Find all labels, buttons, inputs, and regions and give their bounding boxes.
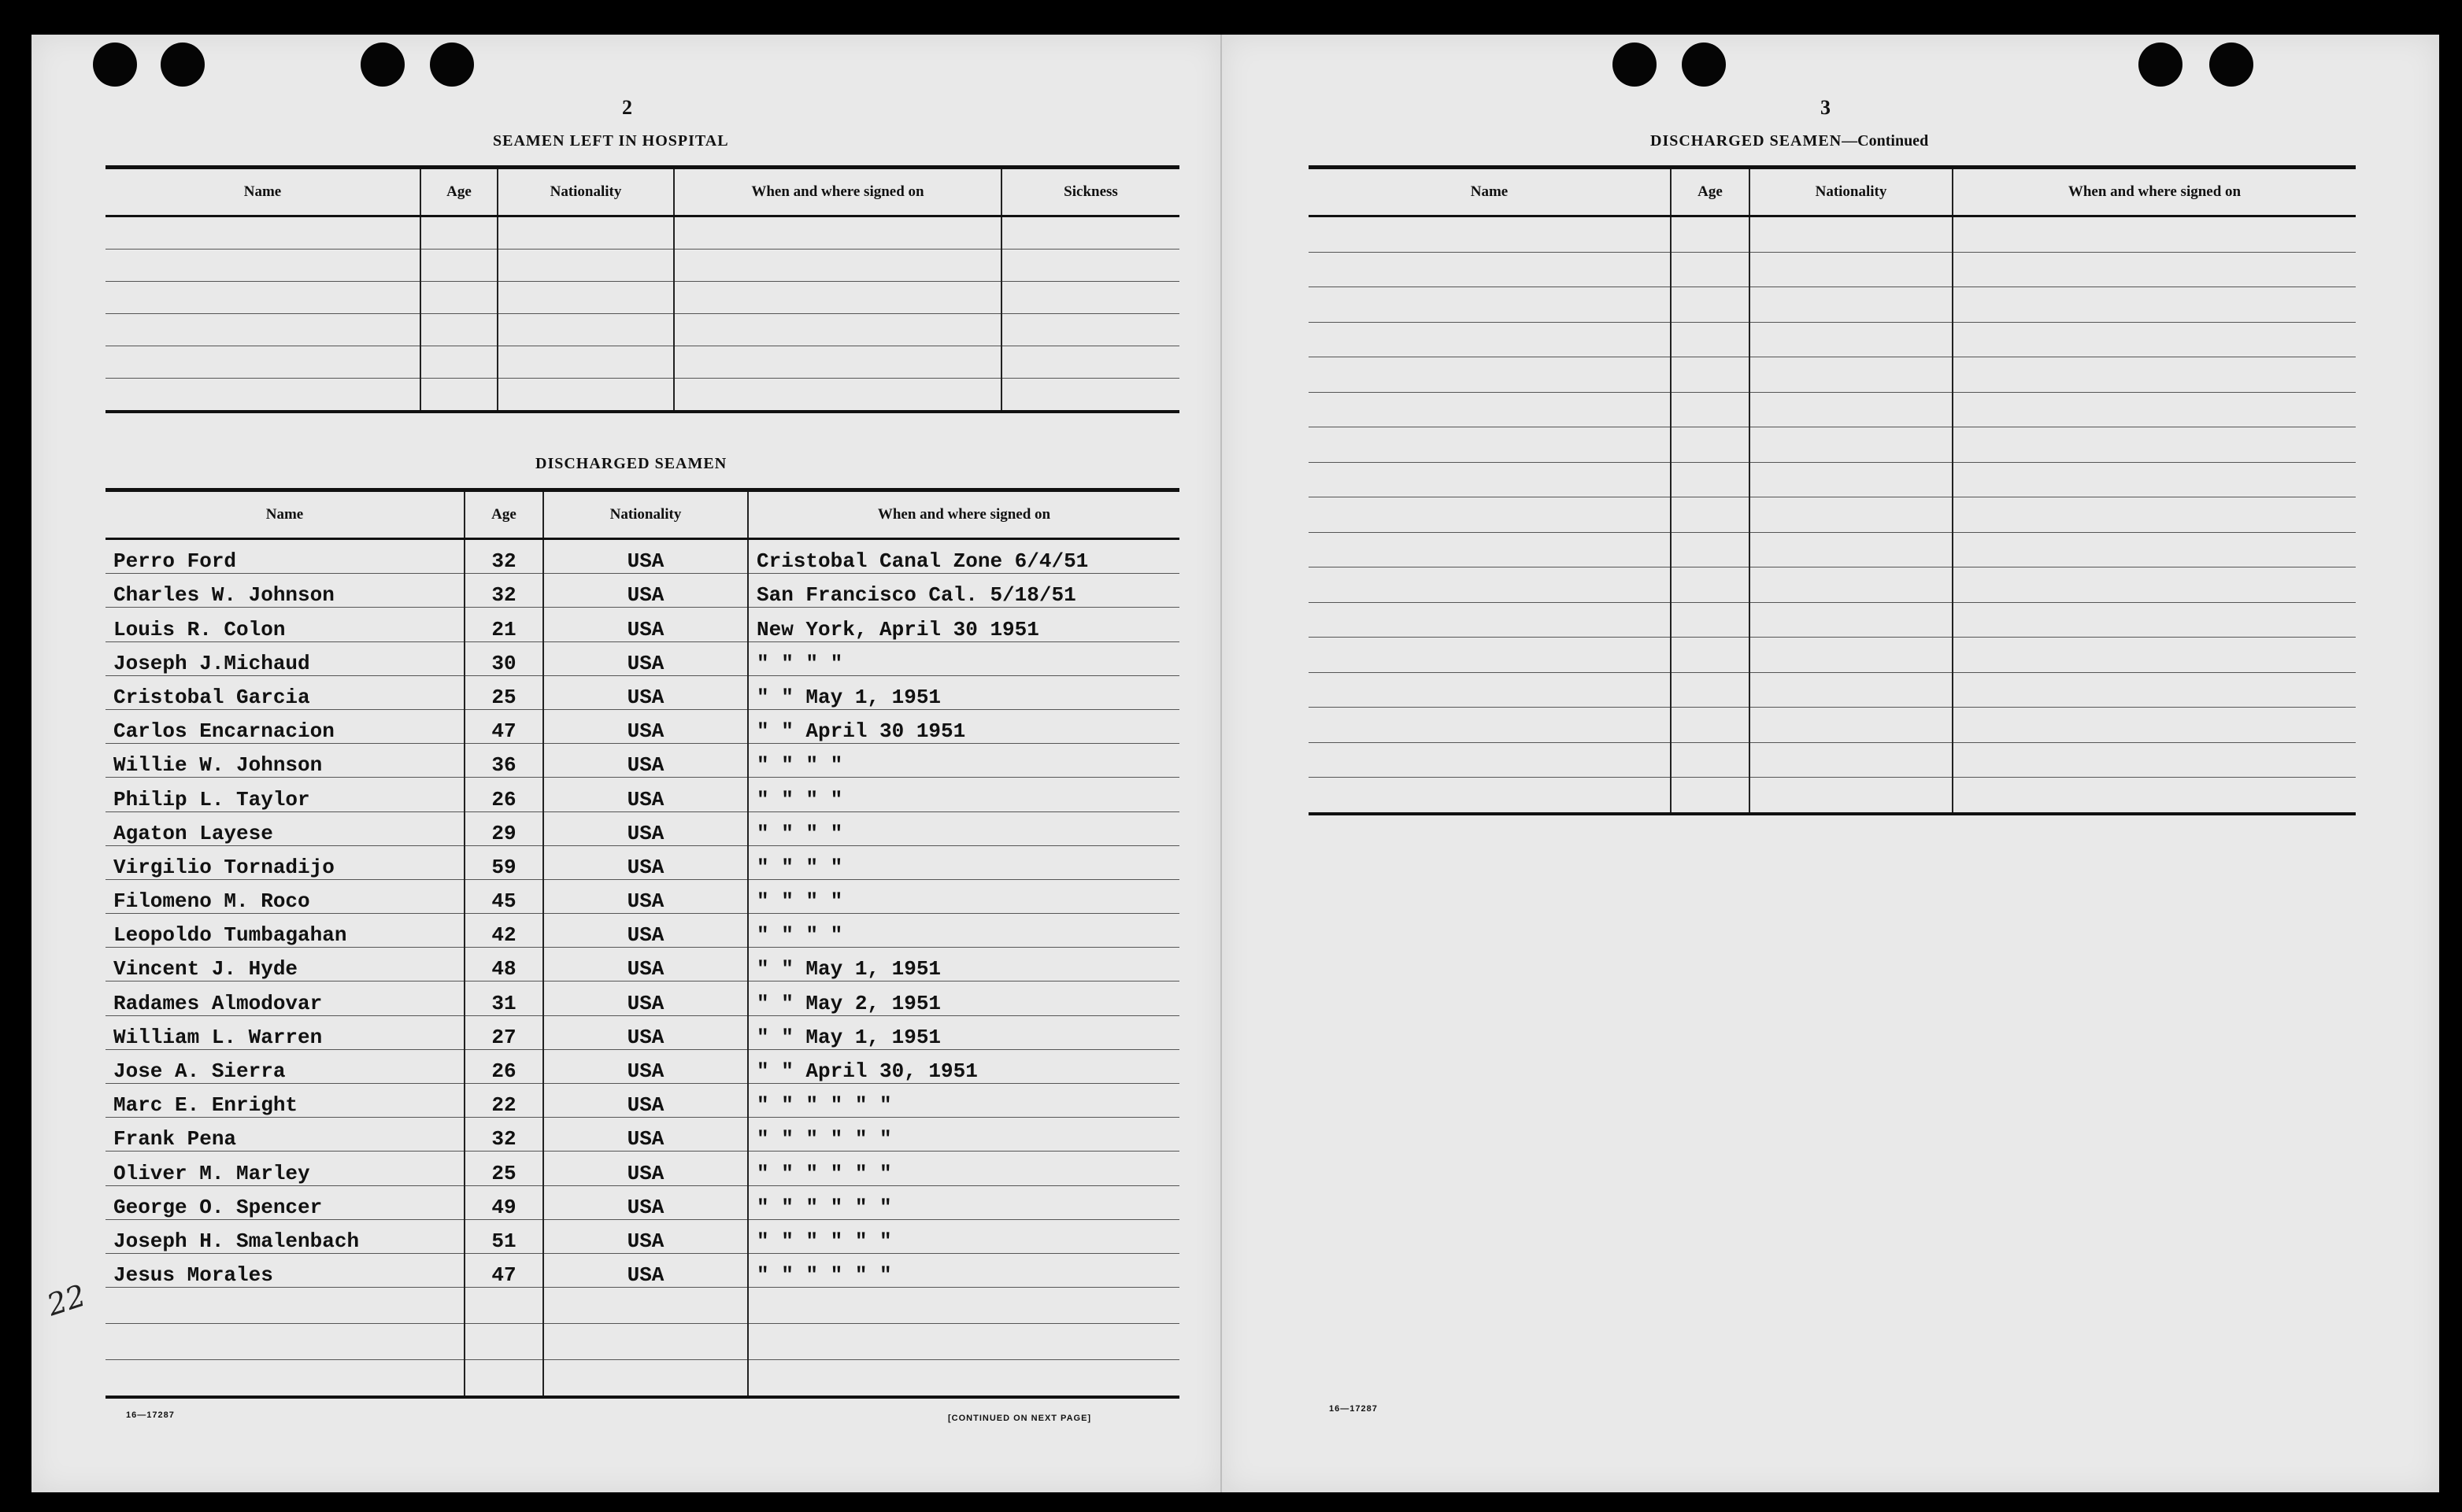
blank-cell xyxy=(1671,778,1749,814)
blank-cell xyxy=(1671,708,1749,743)
blank-cell xyxy=(1001,346,1179,379)
seaman-nationality: USA xyxy=(543,1219,748,1253)
col-header-name: Name xyxy=(106,490,465,539)
blank-row xyxy=(1309,287,2356,323)
blank-row xyxy=(1309,497,2356,533)
table-row xyxy=(106,845,1179,879)
hospital-table xyxy=(106,165,1179,413)
signed-on: Cristobal Canal Zone 6/4/51 xyxy=(748,539,1179,574)
blank-cell xyxy=(1749,392,1953,427)
punch-hole xyxy=(93,43,137,87)
table-row xyxy=(106,608,1179,641)
blank-cell xyxy=(674,216,1001,250)
seaman-name: George O. Spencer xyxy=(106,1185,465,1219)
blank-cell xyxy=(1953,216,2356,253)
seaman-name: Joseph H. Smalenbach xyxy=(106,1219,465,1253)
signed-on: " " " " " " xyxy=(748,1185,1179,1219)
blank-cell xyxy=(748,1324,1179,1360)
blank-cell xyxy=(1671,357,1749,393)
punch-hole xyxy=(2138,43,2182,87)
blank-cell xyxy=(1749,638,1953,673)
blank-cell xyxy=(1671,497,1749,533)
seaman-name: Oliver M. Marley xyxy=(106,1152,465,1185)
blank-cell xyxy=(748,1360,1179,1398)
blank-cell xyxy=(1749,672,1953,708)
signed-on: San Francisco Cal. 5/18/51 xyxy=(748,574,1179,608)
seaman-age: 27 xyxy=(465,1015,543,1049)
blank-cell xyxy=(1953,778,2356,814)
blank-cell xyxy=(674,250,1001,282)
blank-cell xyxy=(1953,742,2356,778)
seaman-nationality: USA xyxy=(543,709,748,743)
blank-cell xyxy=(1309,708,1671,743)
blank-row xyxy=(1309,708,2356,743)
seaman-nationality: USA xyxy=(543,948,748,982)
blank-cell xyxy=(106,379,420,412)
seaman-nationality: USA xyxy=(543,539,748,574)
blank-cell xyxy=(1309,462,1671,497)
seaman-nationality: USA xyxy=(543,845,748,879)
seaman-age: 59 xyxy=(465,845,543,879)
seaman-age: 48 xyxy=(465,948,543,982)
blank-row xyxy=(1309,638,2356,673)
punch-hole xyxy=(430,43,474,87)
punch-hole xyxy=(361,43,405,87)
blank-row xyxy=(106,1288,1179,1324)
col-header-age: Age xyxy=(465,490,543,539)
signed-on: " " May 1, 1951 xyxy=(748,1015,1179,1049)
blank-cell xyxy=(1671,742,1749,778)
blank-cell xyxy=(1309,427,1671,463)
seaman-name: Joseph J.Michaud xyxy=(106,641,465,675)
blank-cell xyxy=(1953,427,2356,463)
table-row xyxy=(106,982,1179,1015)
blank-row xyxy=(1309,742,2356,778)
blank-cell xyxy=(106,1360,465,1398)
blank-cell xyxy=(543,1324,748,1360)
blank-cell xyxy=(498,314,674,346)
blank-cell xyxy=(1309,602,1671,638)
blank-cell xyxy=(1953,638,2356,673)
blank-cell xyxy=(420,314,498,346)
blank-cell xyxy=(1749,287,1953,323)
blank-row xyxy=(106,314,1179,346)
signed-on: New York, April 30 1951 xyxy=(748,608,1179,641)
seaman-age: 32 xyxy=(465,1118,543,1152)
blank-row xyxy=(106,282,1179,314)
blank-cell xyxy=(1671,672,1749,708)
seaman-name: Perro Ford xyxy=(106,539,465,574)
seaman-nationality: USA xyxy=(543,914,748,948)
blank-cell xyxy=(1671,638,1749,673)
seaman-name: Carlos Encarnacion xyxy=(106,709,465,743)
signed-on: " " " " xyxy=(748,879,1179,913)
blank-cell xyxy=(1309,638,1671,673)
blank-cell xyxy=(498,282,674,314)
continued-table xyxy=(1309,165,2356,815)
continued-section-title xyxy=(1650,132,1928,150)
seaman-age: 21 xyxy=(465,608,543,641)
table-row xyxy=(106,1049,1179,1083)
blank-cell xyxy=(1953,287,2356,323)
blank-cell xyxy=(1749,427,1953,463)
blank-cell xyxy=(1309,322,1671,357)
seaman-nationality: USA xyxy=(543,982,748,1015)
seaman-age: 26 xyxy=(465,778,543,811)
seaman-age: 29 xyxy=(465,811,543,845)
seaman-age: 22 xyxy=(465,1084,543,1118)
seaman-nationality: USA xyxy=(543,641,748,675)
seaman-age: 47 xyxy=(465,1253,543,1287)
signed-on: " " April 30 1951 xyxy=(748,709,1179,743)
blank-cell xyxy=(1953,462,2356,497)
seaman-age: 51 xyxy=(465,1219,543,1253)
blank-row xyxy=(1309,672,2356,708)
col-header-name: Name xyxy=(106,168,420,216)
seaman-name: Virgilio Tornadijo xyxy=(106,845,465,879)
seaman-name: Philip L. Taylor xyxy=(106,778,465,811)
continued-note: [CONTINUED ON NEXT PAGE] xyxy=(948,1414,1092,1423)
blank-cell xyxy=(1671,392,1749,427)
blank-row xyxy=(1309,602,2356,638)
hospital-section-title: SEAMEN LEFT IN HOSPITAL xyxy=(493,132,729,150)
blank-cell xyxy=(1749,462,1953,497)
blank-cell xyxy=(106,346,420,379)
blank-cell xyxy=(1309,392,1671,427)
seaman-age: 47 xyxy=(465,709,543,743)
blank-cell xyxy=(1749,742,1953,778)
col-header-age: Age xyxy=(420,168,498,216)
section-title-suffix: —Continued xyxy=(1842,132,1929,150)
punch-hole xyxy=(161,43,205,87)
blank-cell xyxy=(674,314,1001,346)
blank-row xyxy=(106,1360,1179,1398)
col-header-nationality: Nationality xyxy=(1749,168,1953,216)
blank-cell xyxy=(1309,742,1671,778)
table-row xyxy=(106,914,1179,948)
seaman-name: Jose A. Sierra xyxy=(106,1049,465,1083)
blank-cell xyxy=(420,282,498,314)
col-header-nationality: Nationality xyxy=(543,490,748,539)
blank-cell xyxy=(420,216,498,250)
blank-cell xyxy=(1953,392,2356,427)
handwritten-count: 22 xyxy=(43,1277,90,1323)
discharged-section-title: DISCHARGED SEAMEN xyxy=(535,455,727,472)
blank-cell xyxy=(1309,567,1671,603)
signed-on: " " " " " " xyxy=(748,1219,1179,1253)
col-header-signed-on: When and where signed on xyxy=(674,168,1001,216)
blank-cell xyxy=(1671,532,1749,567)
table-row xyxy=(106,1084,1179,1118)
blank-cell xyxy=(498,379,674,412)
blank-cell xyxy=(1671,427,1749,463)
blank-row xyxy=(1309,357,2356,393)
blank-cell xyxy=(1953,252,2356,287)
table-row xyxy=(106,778,1179,811)
seaman-name: Vincent J. Hyde xyxy=(106,948,465,982)
blank-cell xyxy=(1671,287,1749,323)
form-number: 16—17287 xyxy=(126,1410,175,1420)
table-row xyxy=(106,948,1179,982)
seaman-age: 26 xyxy=(465,1049,543,1083)
blank-row xyxy=(106,250,1179,282)
seaman-name: Agaton Layese xyxy=(106,811,465,845)
blank-cell xyxy=(465,1360,543,1398)
blank-cell xyxy=(420,379,498,412)
table-row xyxy=(106,1015,1179,1049)
col-header-name: Name xyxy=(1309,168,1671,216)
blank-row xyxy=(1309,252,2356,287)
blank-row xyxy=(1309,216,2356,253)
blank-row xyxy=(1309,427,2356,463)
seaman-name: Willie W. Johnson xyxy=(106,744,465,778)
seaman-name: Filomeno M. Roco xyxy=(106,879,465,913)
blank-cell xyxy=(1953,567,2356,603)
blank-cell xyxy=(1671,322,1749,357)
blank-cell xyxy=(1953,322,2356,357)
seaman-age: 25 xyxy=(465,675,543,709)
blank-cell xyxy=(674,379,1001,412)
blank-cell xyxy=(748,1288,1179,1324)
seaman-name: Radames Almodovar xyxy=(106,982,465,1015)
col-header-nationality: Nationality xyxy=(498,168,674,216)
seaman-age: 30 xyxy=(465,641,543,675)
blank-cell xyxy=(1749,216,1953,253)
seaman-nationality: USA xyxy=(543,1185,748,1219)
blank-row xyxy=(106,346,1179,379)
blank-cell xyxy=(106,1324,465,1360)
seaman-nationality: USA xyxy=(543,744,748,778)
table-row xyxy=(106,709,1179,743)
table-row xyxy=(106,641,1179,675)
table-row xyxy=(106,744,1179,778)
signed-on: " " " " " " xyxy=(748,1253,1179,1287)
blank-cell xyxy=(674,282,1001,314)
page-number: 3 xyxy=(1820,96,1831,119)
signed-on: " " " " xyxy=(748,744,1179,778)
blank-cell xyxy=(1749,778,1953,814)
seaman-age: 31 xyxy=(465,982,543,1015)
seaman-nationality: USA xyxy=(543,778,748,811)
seaman-name: Louis R. Colon xyxy=(106,608,465,641)
seaman-name: William L. Warren xyxy=(106,1015,465,1049)
blank-cell xyxy=(1309,357,1671,393)
blank-cell xyxy=(498,216,674,250)
table-row xyxy=(106,1185,1179,1219)
seaman-name: Frank Pena xyxy=(106,1118,465,1152)
signed-on: " " " " " " xyxy=(748,1084,1179,1118)
blank-row xyxy=(1309,322,2356,357)
blank-cell xyxy=(543,1288,748,1324)
blank-cell xyxy=(1671,216,1749,253)
blank-cell xyxy=(106,216,420,250)
blank-cell xyxy=(1671,252,1749,287)
blank-cell xyxy=(106,1288,465,1324)
blank-cell xyxy=(1749,567,1953,603)
blank-cell xyxy=(1749,357,1953,393)
seaman-nationality: USA xyxy=(543,574,748,608)
signed-on: " " " " xyxy=(748,811,1179,845)
blank-cell xyxy=(1309,252,1671,287)
blank-cell xyxy=(1953,602,2356,638)
section-title-text: DISCHARGED SEAMEN xyxy=(1650,132,1842,150)
seaman-age: 49 xyxy=(465,1185,543,1219)
signed-on: " " " " " " xyxy=(748,1152,1179,1185)
blank-cell xyxy=(1953,532,2356,567)
seaman-nationality: USA xyxy=(543,1152,748,1185)
blank-cell xyxy=(1953,357,2356,393)
blank-cell xyxy=(1001,282,1179,314)
form-number: 16—17287 xyxy=(1329,1404,1378,1414)
seaman-nationality: USA xyxy=(543,675,748,709)
blank-cell xyxy=(1749,708,1953,743)
signed-on: " " " " " " xyxy=(748,1118,1179,1152)
seaman-nationality: USA xyxy=(543,811,748,845)
seaman-age: 32 xyxy=(465,574,543,608)
seaman-age: 42 xyxy=(465,914,543,948)
table-row xyxy=(106,1118,1179,1152)
seaman-age: 25 xyxy=(465,1152,543,1185)
right-page xyxy=(1222,35,2439,1492)
signed-on: " " April 30, 1951 xyxy=(748,1049,1179,1083)
blank-cell xyxy=(420,250,498,282)
punch-hole xyxy=(1682,43,1726,87)
page-number: 2 xyxy=(622,96,632,119)
signed-on: " " " " xyxy=(748,641,1179,675)
col-header-signed-on: When and where signed on xyxy=(748,490,1179,539)
signed-on: " " " " xyxy=(748,845,1179,879)
blank-cell xyxy=(674,346,1001,379)
blank-cell xyxy=(1671,602,1749,638)
seaman-age: 45 xyxy=(465,879,543,913)
blank-row xyxy=(1309,392,2356,427)
seaman-nationality: USA xyxy=(543,1253,748,1287)
blank-row xyxy=(1309,462,2356,497)
blank-cell xyxy=(1671,567,1749,603)
blank-cell xyxy=(1309,216,1671,253)
signed-on: " " May 1, 1951 xyxy=(748,675,1179,709)
seaman-nationality: USA xyxy=(543,879,748,913)
blank-cell xyxy=(1953,708,2356,743)
blank-cell xyxy=(543,1360,748,1398)
seaman-nationality: USA xyxy=(543,1049,748,1083)
table-row xyxy=(106,1253,1179,1287)
blank-cell xyxy=(1001,379,1179,412)
blank-cell xyxy=(1749,532,1953,567)
col-header-signed-on: When and where signed on xyxy=(1953,168,2356,216)
blank-cell xyxy=(1749,602,1953,638)
table-row xyxy=(106,574,1179,608)
blank-cell xyxy=(1671,462,1749,497)
blank-cell xyxy=(1953,497,2356,533)
table-row xyxy=(106,811,1179,845)
seaman-nationality: USA xyxy=(543,1118,748,1152)
punch-hole xyxy=(1612,43,1657,87)
blank-row xyxy=(1309,778,2356,814)
blank-cell xyxy=(1953,672,2356,708)
blank-cell xyxy=(1309,497,1671,533)
blank-row xyxy=(1309,567,2356,603)
blank-row xyxy=(106,216,1179,250)
seaman-name: Leopoldo Tumbagahan xyxy=(106,914,465,948)
blank-cell xyxy=(1749,252,1953,287)
blank-cell xyxy=(106,250,420,282)
table-row xyxy=(106,879,1179,913)
col-header-age: Age xyxy=(1671,168,1749,216)
table-row xyxy=(106,1152,1179,1185)
blank-row xyxy=(1309,532,2356,567)
seaman-age: 32 xyxy=(465,539,543,574)
seaman-nationality: USA xyxy=(543,1084,748,1118)
seaman-nationality: USA xyxy=(543,608,748,641)
blank-cell xyxy=(1001,314,1179,346)
blank-cell xyxy=(1309,672,1671,708)
blank-row xyxy=(106,379,1179,412)
signed-on: " " " " xyxy=(748,914,1179,948)
blank-cell xyxy=(1001,216,1179,250)
seaman-name: Cristobal Garcia xyxy=(106,675,465,709)
seaman-age: 36 xyxy=(465,744,543,778)
left-page xyxy=(31,35,1222,1492)
col-header-sickness: Sickness xyxy=(1001,168,1179,216)
table-row xyxy=(106,539,1179,574)
seaman-nationality: USA xyxy=(543,1015,748,1049)
blank-cell xyxy=(498,250,674,282)
blank-cell xyxy=(106,282,420,314)
blank-cell xyxy=(1309,287,1671,323)
table-row xyxy=(106,675,1179,709)
blank-cell xyxy=(498,346,674,379)
signed-on: " " " " xyxy=(748,778,1179,811)
blank-row xyxy=(106,1324,1179,1360)
blank-cell xyxy=(1001,250,1179,282)
blank-cell xyxy=(1309,778,1671,814)
blank-cell xyxy=(420,346,498,379)
seaman-name: Marc E. Enright xyxy=(106,1084,465,1118)
signed-on: " " May 2, 1951 xyxy=(748,982,1179,1015)
blank-cell xyxy=(1749,497,1953,533)
blank-cell xyxy=(1749,322,1953,357)
blank-cell xyxy=(1309,532,1671,567)
seaman-name: Jesus Morales xyxy=(106,1253,465,1287)
discharged-table xyxy=(106,488,1179,1399)
seaman-name: Charles W. Johnson xyxy=(106,574,465,608)
signed-on: " " May 1, 1951 xyxy=(748,948,1179,982)
blank-cell xyxy=(465,1324,543,1360)
blank-cell xyxy=(106,314,420,346)
punch-hole xyxy=(2209,43,2253,87)
table-row xyxy=(106,1219,1179,1253)
blank-cell xyxy=(465,1288,543,1324)
